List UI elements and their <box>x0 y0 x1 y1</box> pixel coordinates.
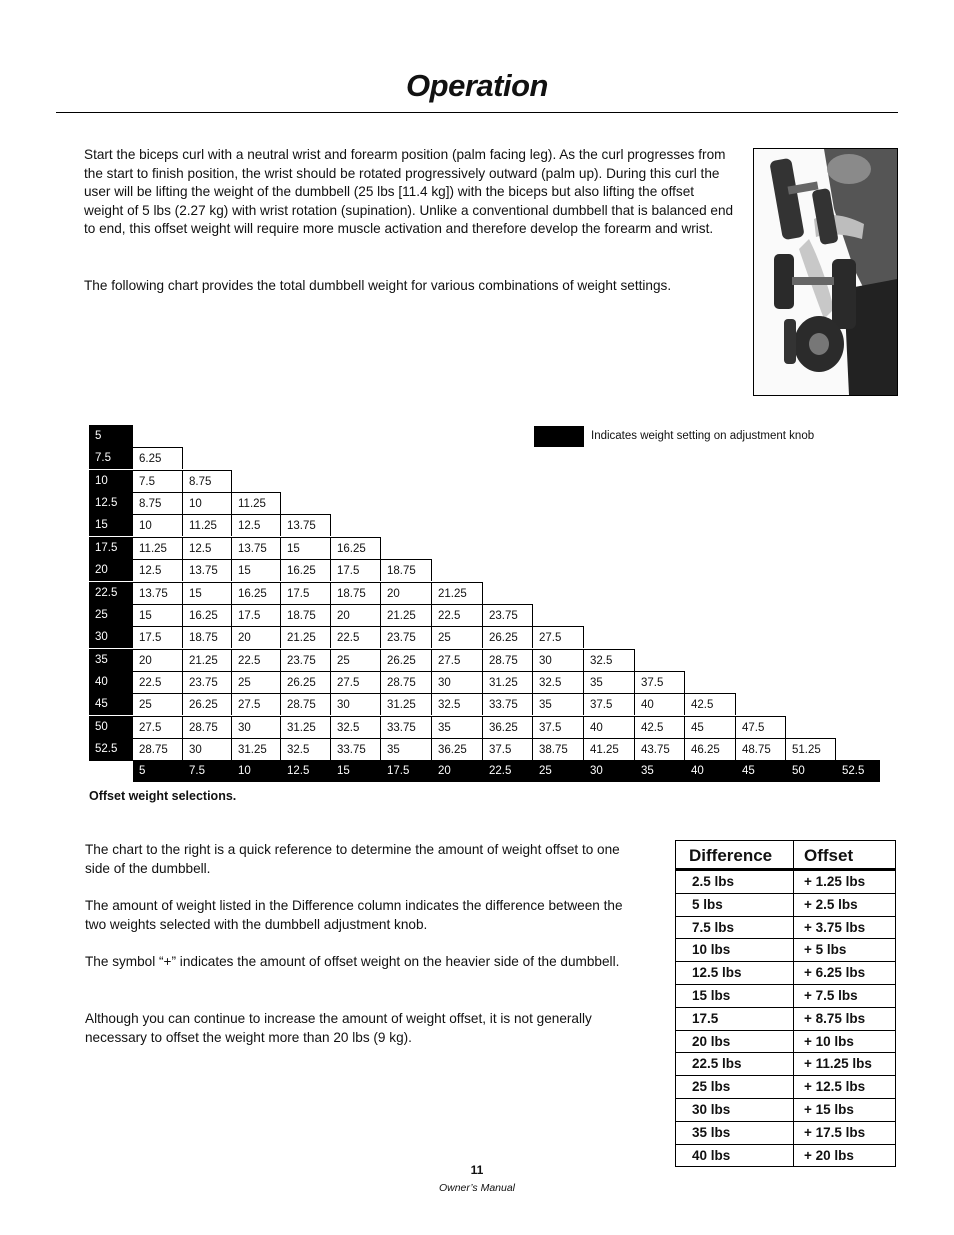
offset-table-row <box>676 1075 895 1098</box>
lower-paragraph-1: The chart to the right is a quick reference to determine the amount of weight offset to one side of the dumbbell. <box>85 842 620 876</box>
chart-cell: 32.5 <box>584 649 635 671</box>
chart-cell: 25 <box>432 626 483 648</box>
chart-cell: 22.5 <box>432 604 483 626</box>
chart-cell: 33.75 <box>483 693 533 715</box>
chart-cell: 28.75 <box>133 738 183 760</box>
row-label: 45 <box>89 693 133 715</box>
lower-paragraph-2: The amount of weight listed in the Difference column indicates the difference between the two weights selected with the dumbbell adjustment knob. <box>85 898 623 932</box>
row-label: 12.5 <box>89 492 133 514</box>
chart-cell: 7.5 <box>133 470 183 492</box>
chart-cell: 10 <box>133 514 183 536</box>
offset-cell: + 20 lbs <box>804 1147 854 1163</box>
chart-cell: 25 <box>232 671 281 693</box>
chart-cell: 17.5 <box>232 604 281 626</box>
chart-cell: 17.5 <box>331 559 381 581</box>
page-title: Operation <box>406 68 548 103</box>
chart-cell: 15 <box>133 604 183 626</box>
difference-cell: 30 lbs <box>676 1099 794 1121</box>
row-label: 20 <box>89 559 133 581</box>
chart-cell: 21.25 <box>381 604 432 626</box>
col-label: 52.5 <box>836 760 880 782</box>
footer-text: Owner’s Manual <box>438 1182 516 1194</box>
col-label: 35 <box>635 760 685 782</box>
offset-table-row <box>676 961 895 984</box>
chart-cell: 32.5 <box>533 671 584 693</box>
difference-cell: 40 lbs <box>676 1145 794 1167</box>
chart-cell: 8.75 <box>183 470 232 492</box>
chart-cell: 23.75 <box>281 649 331 671</box>
chart-cell: 28.75 <box>483 649 533 671</box>
chart-cell: 13.75 <box>281 514 331 536</box>
chart-cell: 16.25 <box>183 604 232 626</box>
difference-cell: 12.5 lbs <box>676 962 794 984</box>
chart-cell: 30 <box>183 738 232 760</box>
chart-cell: 28.75 <box>381 671 432 693</box>
row-label: 50 <box>89 716 133 738</box>
chart-cell: 27.5 <box>232 693 281 715</box>
difference-cell: 35 lbs <box>676 1122 794 1144</box>
biceps-curl-photo <box>753 148 898 396</box>
col-label: 50 <box>786 760 836 782</box>
row-label: 17.5 <box>89 537 133 559</box>
chart-cell: 46.25 <box>685 738 736 760</box>
chart-cell: 47.5 <box>736 716 786 738</box>
chart-cell: 12.5 <box>183 537 232 559</box>
row-label: 40 <box>89 671 133 693</box>
col-label: 20 <box>432 760 483 782</box>
legend-text: Indicates weight setting on adjustment knob <box>591 430 815 442</box>
chart-cell: 36.25 <box>483 716 533 738</box>
lower-paragraph-4: Although you can continue to increase the amount of weight offset, it is not generally necessary to offset the weight more than 20 lbs (9 kg). <box>85 1011 592 1045</box>
chart-cell: 22.5 <box>232 649 281 671</box>
col-label: 22.5 <box>483 760 533 782</box>
chart-cell: 28.75 <box>281 693 331 715</box>
chart-cell: 35 <box>432 716 483 738</box>
row-label: 15 <box>89 514 133 536</box>
chart-cell: 36.25 <box>432 738 483 760</box>
chart-cell: 27.5 <box>432 649 483 671</box>
offset-cell: + 15 lbs <box>804 1101 854 1117</box>
col-label: 40 <box>685 760 736 782</box>
intro-paragraph-2: The following chart provides the total dumbbell weight for various combinations of weight settings. <box>84 278 672 293</box>
chart-cell: 41.25 <box>584 738 635 760</box>
difference-cell: 10 lbs <box>676 939 794 961</box>
chart-cell: 22.5 <box>133 671 183 693</box>
chart-cell: 48.75 <box>736 738 786 760</box>
chart-cell: 28.75 <box>183 716 232 738</box>
offset-cell: + 11.25 lbs <box>804 1056 872 1072</box>
chart-cell: 32.5 <box>432 693 483 715</box>
chart-cell: 18.75 <box>281 604 331 626</box>
offset-cell: + 2.5 lbs <box>804 896 858 912</box>
difference-cell: 17.5 <box>676 1008 794 1030</box>
chart-cell: 13.75 <box>183 559 232 581</box>
chart-cell: 6.25 <box>133 447 183 469</box>
chart-cell: 17.5 <box>281 582 331 604</box>
page-number: 11 <box>470 1163 484 1177</box>
chart-cell: 37.5 <box>635 671 685 693</box>
chart-cell: 42.5 <box>685 693 736 715</box>
chart-cell: 21.25 <box>183 649 232 671</box>
offset-cell: + 7.5 lbs <box>804 987 858 1003</box>
chart-cell: 23.75 <box>183 671 232 693</box>
chart-cell: 31.25 <box>483 671 533 693</box>
col-label: 17.5 <box>381 760 432 782</box>
chart-cell: 30 <box>232 716 281 738</box>
chart-cell: 51.25 <box>786 738 836 760</box>
col-label: 15 <box>331 760 381 782</box>
col-label: 25 <box>533 760 584 782</box>
offset-cell: + 5 lbs <box>804 942 847 958</box>
difference-cell: 25 lbs <box>676 1076 794 1098</box>
row-label: 10 <box>89 470 133 492</box>
difference-cell: 2.5 lbs <box>676 871 794 893</box>
col-label: 5 <box>133 760 183 782</box>
chart-cell: 26.25 <box>183 693 232 715</box>
offset-table-row <box>676 1007 895 1030</box>
title-rule <box>56 112 898 113</box>
chart-cell: 11.25 <box>232 492 281 514</box>
offset-table-row <box>676 916 895 939</box>
difference-cell: 22.5 lbs <box>676 1053 794 1075</box>
chart-cell: 16.25 <box>232 582 281 604</box>
chart-cell: 16.25 <box>331 537 381 559</box>
chart-cell: 10 <box>183 492 232 514</box>
row-label: 25 <box>89 604 133 626</box>
offset-caption: Offset weight selections. <box>89 789 237 803</box>
offset-table-row <box>676 1052 895 1075</box>
chart-cell: 27.5 <box>133 716 183 738</box>
offset-cell: + 6.25 lbs <box>804 965 866 981</box>
chart-cell: 31.25 <box>381 693 432 715</box>
col-label: 30 <box>584 760 635 782</box>
chart-cell: 31.25 <box>232 738 281 760</box>
chart-cell: 16.25 <box>281 559 331 581</box>
legend-swatch <box>534 426 584 447</box>
chart-cell: 21.25 <box>432 582 483 604</box>
difference-cell: 15 lbs <box>676 985 794 1007</box>
chart-cell: 26.25 <box>381 649 432 671</box>
chart-cell: 42.5 <box>635 716 685 738</box>
chart-cell: 31.25 <box>281 716 331 738</box>
offset-cell: + 3.75 lbs <box>804 919 866 935</box>
row-label: 7.5 <box>89 447 133 469</box>
chart-cell: 15 <box>232 559 281 581</box>
chart-cell: 18.75 <box>381 559 432 581</box>
chart-cell: 35 <box>381 738 432 760</box>
offset-cell: + 1.25 lbs <box>804 874 866 889</box>
chart-cell: 26.25 <box>281 671 331 693</box>
difference-header: Difference <box>676 841 794 868</box>
chart-cell: 23.75 <box>381 626 432 648</box>
chart-cell: 18.75 <box>331 582 381 604</box>
chart-cell: 12.5 <box>133 559 183 581</box>
offset-table-row <box>676 938 895 961</box>
chart-cell: 18.75 <box>183 626 232 648</box>
chart-cell: 25 <box>133 693 183 715</box>
chart-cell: 45 <box>685 716 736 738</box>
chart-cell: 35 <box>584 671 635 693</box>
chart-cell: 32.5 <box>331 716 381 738</box>
chart-cell: 20 <box>232 626 281 648</box>
offset-table <box>675 840 896 1167</box>
col-label: 12.5 <box>281 760 331 782</box>
chart-cell: 22.5 <box>331 626 381 648</box>
chart-cell: 30 <box>533 649 584 671</box>
chart-cell: 13.75 <box>232 537 281 559</box>
chart-cell: 21.25 <box>281 626 331 648</box>
offset-cell: + 12.5 lbs <box>804 1079 866 1095</box>
chart-cell: 20 <box>133 649 183 671</box>
chart-cell: 33.75 <box>381 716 432 738</box>
offset-header: Offset <box>804 846 854 865</box>
chart-cell: 8.75 <box>133 492 183 514</box>
chart-cell: 37.5 <box>483 738 533 760</box>
chart-cell: 17.5 <box>133 626 183 648</box>
chart-cell: 23.75 <box>483 604 533 626</box>
chart-cell: 30 <box>432 671 483 693</box>
chart-cell: 33.75 <box>331 738 381 760</box>
difference-cell: 7.5 lbs <box>676 917 794 939</box>
difference-cell: 5 lbs <box>676 894 794 916</box>
offset-table-row <box>676 893 895 916</box>
chart-cell: 25 <box>331 649 381 671</box>
chart-cell: 15 <box>183 582 232 604</box>
offset-cell: + 10 lbs <box>804 1033 854 1049</box>
chart-cell: 11.25 <box>133 537 183 559</box>
chart-cell: 26.25 <box>483 626 533 648</box>
chart-cell: 20 <box>331 604 381 626</box>
col-label: 10 <box>232 760 281 782</box>
chart-cell: 12.5 <box>232 514 281 536</box>
chart-cell: 40 <box>584 716 635 738</box>
lower-paragraph-3: The symbol “+” indicates the amount of offset weight on the heavier side of the dumbbell. <box>85 954 620 969</box>
chart-cell: 43.75 <box>635 738 685 760</box>
difference-cell: 20 lbs <box>676 1031 794 1053</box>
chart-cell: 30 <box>331 693 381 715</box>
chart-cell: 13.75 <box>133 582 183 604</box>
offset-table-row <box>676 1121 895 1144</box>
offset-table-row <box>676 1030 895 1053</box>
chart-cell: 11.25 <box>183 514 232 536</box>
row-label: 30 <box>89 626 133 648</box>
row-label: 52.5 <box>89 738 133 760</box>
offset-table-row <box>676 1098 895 1121</box>
chart-cell: 20 <box>381 582 432 604</box>
chart-cell: 35 <box>533 693 584 715</box>
chart-cell: 27.5 <box>331 671 381 693</box>
chart-cell: 37.5 <box>584 693 635 715</box>
offset-cell: + 8.75 lbs <box>804 1010 866 1026</box>
row-label: 22.5 <box>89 582 133 604</box>
chart-cell: 27.5 <box>533 626 584 648</box>
col-label: 45 <box>736 760 786 782</box>
col-label: 7.5 <box>183 760 232 782</box>
row-label: 5 <box>89 425 133 447</box>
offset-table-row <box>676 870 895 893</box>
chart-cell: 38.75 <box>533 738 584 760</box>
chart-cell: 15 <box>281 537 331 559</box>
offset-cell: + 17.5 lbs <box>804 1124 866 1140</box>
chart-cell: 40 <box>635 693 685 715</box>
corner-cell <box>89 760 133 782</box>
offset-table-row <box>676 984 895 1007</box>
chart-cell: 37.5 <box>533 716 584 738</box>
offset-table-header <box>676 841 895 870</box>
chart-cell: 32.5 <box>281 738 331 760</box>
intro-paragraph-1: Start the biceps curl with a neutral wrist and forearm position (palm facing leg). As the curl progresses from the start to finish position, the wrist should be rotated progressively outward (palm up). During this curl the user will be lifting the weight of the dumbbell (25 lbs [11.4 kg]) with the biceps but also lifting the offset weight of 5 lbs (2.27 kg) with wrist rotation (supination). Unlike a conventional dumbbell that is balanced end to end, this offset weight will require more muscle activation and therefore develop the forearm and wrist. <box>84 147 734 237</box>
row-label: 35 <box>89 649 133 671</box>
